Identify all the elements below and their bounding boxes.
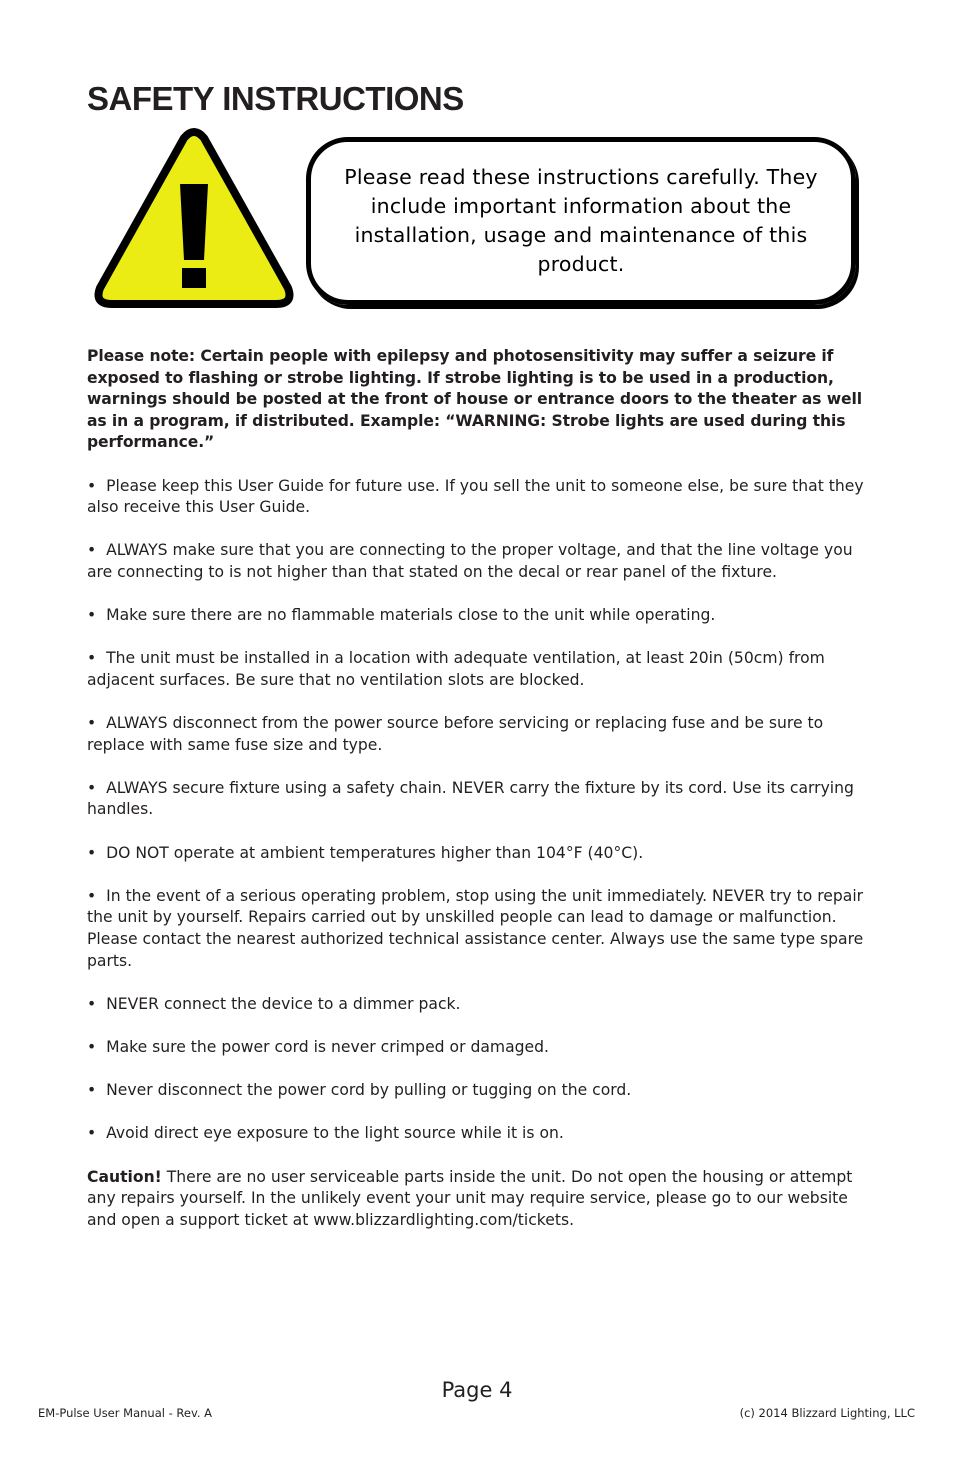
- caution-text: There are no user serviceable parts inside the unit. Do not open the housing or attempt any repairs yourself. In the unlikely event your unit may require service, please go to our website and open a support ticket at www.blizzardlighting.com/tickets.: [87, 1167, 853, 1229]
- footer-manual-name: EM-Pulse User Manual - Rev. A: [38, 1406, 213, 1420]
- bullet-item: • Make sure the power cord is never crimped or damaged.: [87, 1037, 867, 1059]
- notice-text: Please read these instructions carefully. They include important information about the installation, usage and maintenance of this product.: [344, 165, 818, 276]
- bullet-item: • ALWAYS make sure that you are connecting to the proper voltage, and that the line voltage you are connecting to is not higher than that stated on the decal or rear panel of the fixture.: [87, 540, 867, 583]
- bullet-item: • The unit must be installed in a location with adequate ventilation, at least 20in (50cm) from adjacent surfaces. Be sure that no ventilation slots are blocked.: [87, 648, 867, 691]
- bullet-item: • Never disconnect the power cord by pulling or tugging on the cord.: [87, 1080, 867, 1102]
- bullet-item: • Please keep this User Guide for future use. If you sell the unit to someone else, be sure that they also receive this User Guide.: [87, 476, 867, 519]
- bullet-item: • NEVER connect the device to a dimmer pack.: [87, 994, 867, 1016]
- bullet-item: • ALWAYS secure fixture using a safety chain. NEVER carry the fixture by its cord. Use its carrying handles.: [87, 778, 867, 821]
- instructions-notice-box: [306, 137, 856, 305]
- page-title: SAFETY INSTRUCTIONS: [87, 80, 464, 117]
- caution-paragraph: [87, 1167, 867, 1232]
- bullet-item: • Avoid direct eye exposure to the light source while it is on.: [87, 1123, 867, 1145]
- footer-copyright: (c) 2014 Blizzard Lighting, LLC: [739, 1406, 915, 1420]
- page-number: Page 4: [441, 1378, 513, 1402]
- bullet-item: • ALWAYS disconnect from the power source before servicing or replacing fuse and be sure to replace with same fuse size and type.: [87, 713, 867, 756]
- safety-content: [87, 346, 867, 1253]
- bullet-item: • Make sure there are no flammable materials close to the unit while operating.: [87, 605, 867, 627]
- caution-label: Caution!: [87, 1167, 162, 1186]
- epilepsy-warning: Please note: Certain people with epilepsy and photosensitivity may suffer a seizure if exposed to flashing or strobe lighting. If strobe lighting is to be used in a production, warnings should be posted at the front of house or entrance doors to the theater as well as in a program, if distributed. Example: “WARNING: Strobe lights are used during this performance.”: [87, 347, 862, 452]
- bullet-item: • DO NOT operate at ambient temperatures higher than 104°F (40°C).: [87, 843, 867, 865]
- bullet-item: • In the event of a serious operating problem, stop using the unit immediately. NEVER try to repair the unit by yourself. Repairs carried out by unskilled people can lead to damage or malfunction. Please contact the nearest authorized technical assistance center. Always use the same type spare parts.: [87, 886, 867, 972]
- warning-triangle-icon: [92, 128, 296, 308]
